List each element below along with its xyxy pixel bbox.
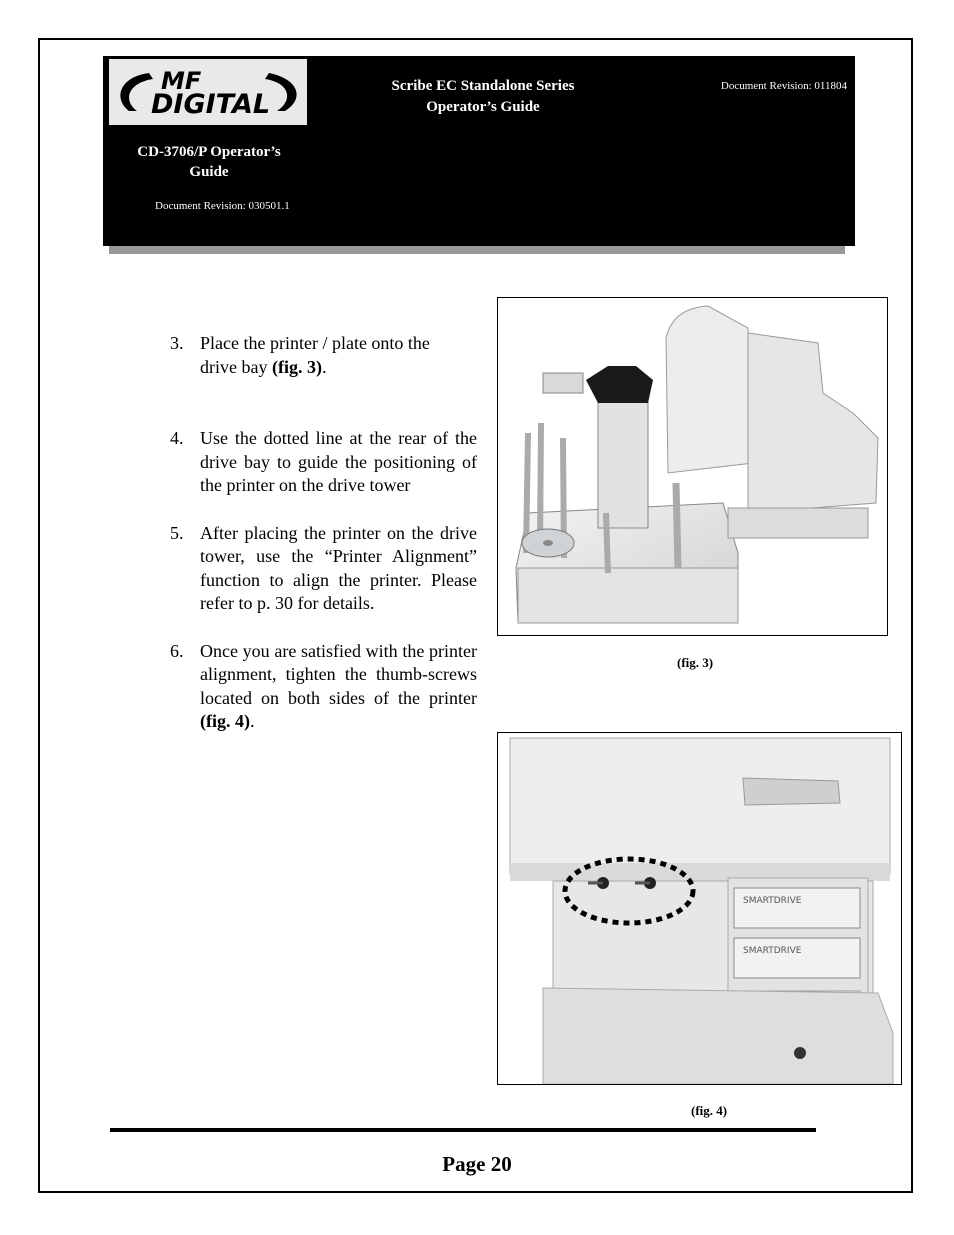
- drive-label: SMARTDRIVE: [743, 896, 802, 906]
- document-header: [103, 56, 855, 246]
- step-number: 3.: [170, 333, 184, 353]
- figure-4-caption: (fig. 4): [691, 1103, 728, 1118]
- figure-reference: (fig. 3): [271, 356, 322, 377]
- page-number: Page 20: [442, 1152, 512, 1176]
- step-item: [170, 522, 477, 616]
- step-number: 5.: [170, 522, 184, 543]
- series-title: [368, 76, 598, 118]
- step-text-body: After placing the printer on the drive tower, use the “Printer Alignment” function to align the printer. Please refer to p. 30 for details.: [200, 522, 477, 613]
- document-revision-bottom: Document Revision: 030501.1: [155, 200, 290, 212]
- step-text-end: .: [321, 356, 327, 377]
- step-number: 4.: [170, 428, 184, 448]
- instruction-steps: [170, 332, 477, 734]
- step-text: [200, 332, 445, 379]
- step-number: 6.: [170, 640, 184, 661]
- step-text-body: Once you are satisfied with the printer alignment, tighten the thumb-screws located on both sides of the printer: [200, 640, 477, 708]
- step-text: [200, 427, 477, 498]
- guide-name-line2: Guide: [189, 164, 229, 180]
- step-text: [200, 640, 477, 734]
- step-text-end: .: [249, 711, 255, 731]
- figure-reference: (fig. 4): [200, 711, 250, 731]
- step-item: [170, 332, 445, 379]
- svg-text:MF: MF: [161, 67, 202, 95]
- figure-4-photo: [497, 732, 902, 1085]
- step-item: [170, 640, 477, 734]
- step-text: [200, 522, 477, 616]
- footer-rule: [110, 1128, 816, 1132]
- series-title-line2: Operator’s Guide: [426, 99, 540, 115]
- mf-digital-logo: [109, 59, 307, 125]
- document-revision-top: Document Revision: 011804: [720, 80, 847, 92]
- svg-text:DIGITAL: DIGITAL: [151, 89, 271, 120]
- step-text-body: Use the dotted line at the rear of the drive bay to guide the positioning of the printer on the drive tower: [200, 428, 477, 495]
- step-text-body: Place the printer / plate onto the drive bay: [200, 333, 430, 377]
- guide-name-line1: CD-3706/P Operator’s: [137, 144, 281, 160]
- drive-label: SMARTDRIVE: [743, 946, 802, 956]
- series-title-line1: Scribe EC Standalone Series: [391, 78, 575, 94]
- figure-3-photo: [497, 297, 888, 636]
- step-item: [170, 427, 477, 498]
- figure-3-caption: (fig. 3): [677, 655, 714, 670]
- guide-name: [121, 142, 297, 182]
